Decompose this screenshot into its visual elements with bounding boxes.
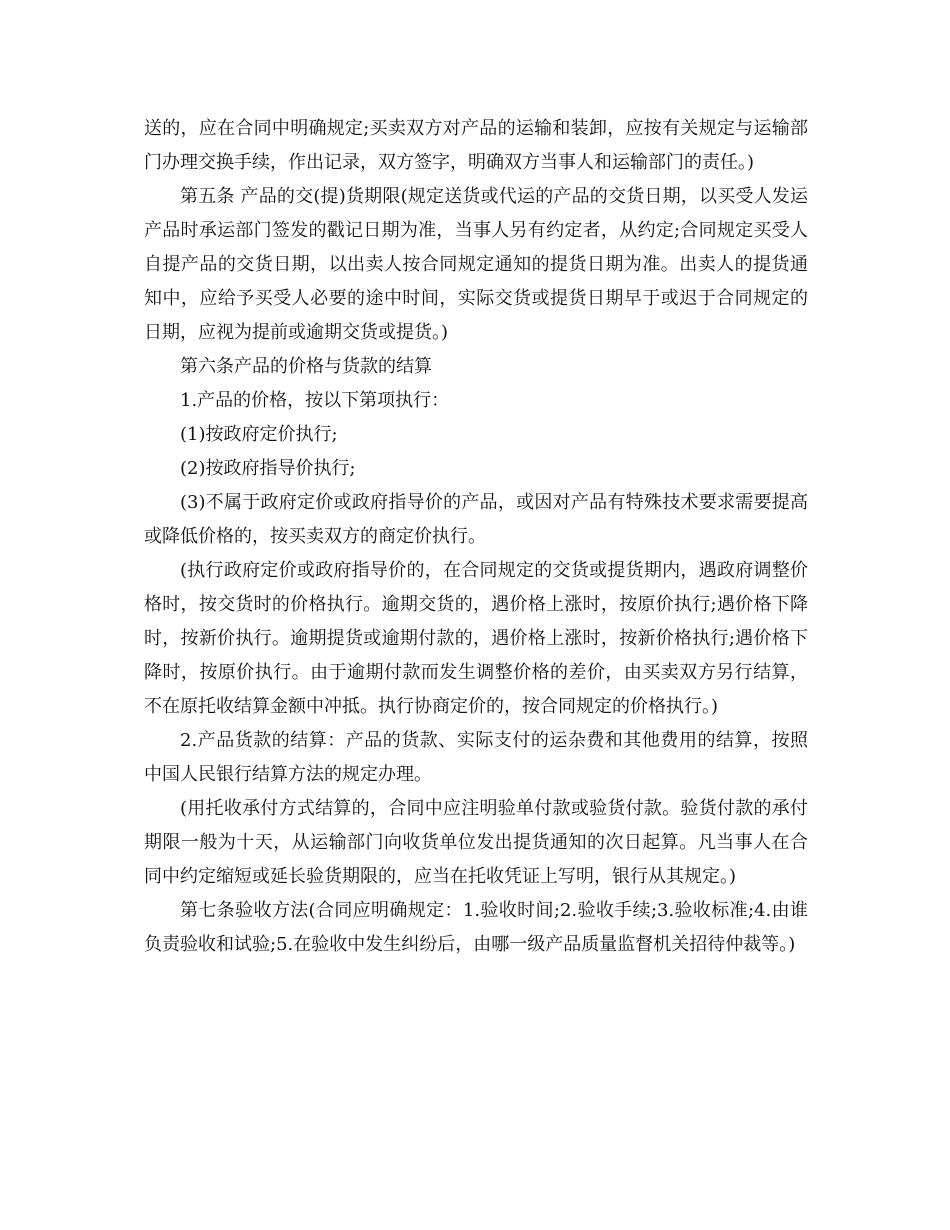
document-body [144,112,808,962]
paragraph-option-1: (1)按政府定价执行; [180,424,338,445]
paragraph-option-3: (3)不属于政府定价或政府指导价的产品，或因对产品有特殊技术要求需要提高或降低价格的，按买卖双方的商定价执行。 [144,492,808,547]
paragraph-option-2: (2)按政府指导价执行; [180,458,356,479]
paragraph-continuation: 送的，应在合同中明确规定;买卖双方对产品的运输和装卸，应按有关规定与运输部门办理交换手续，作出记录，双方签字，明确双方当事人和运输部门的责任。) [144,118,808,173]
paragraph-article-7: 第七条验收方法(合同应明确规定：1.验收时间;2.验收手续;3.验收标准;4.由谁负责验收和试验;5.在验收中发生纠纷后，由哪一级产品质量监督机关招待仲裁等。) [144,900,808,955]
paragraph-article-6-heading: 第六条产品的价格与货款的结算 [180,356,432,377]
paragraph-article-5: 第五条 产品的交(提)货期限(规定送货或代运的产品的交货日期，以买受人发运产品时承运部门签发的戳记日期为准，当事人另有约定者，从约定;合同规定买受人自提产品的交货日期，以出卖人按合同规定通知的提货日期为准。出卖人的提货通知中，应给予买受人必要的途中时间，实际交货或提货日期早于或迟于合同规定的日期，应视为提前或逾期交货或提货。) [144,186,808,343]
paragraph-settlement-note: (用托收承付方式结算的，合同中应注明验单付款或验货付款。验货付款的承付期限一般为十天，从运输部门向收货单位发出提货通知的次日起算。凡当事人在合同中约定缩短或延长验货期限的，应当在托收凭证上写明，银行从其规定。) [144,798,808,887]
paragraph-price-clause: 1.产品的价格，按以下第项执行： [180,390,450,411]
paragraph-price-note: (执行政府定价或政府指导价的，在合同规定的交货或提货期内，遇政府调整价格时，按交货时的价格执行。逾期交货的，遇价格上涨时，按原价执行;遇价格下降时，按新价执行。逾期提货或逾期付款的，遇价格上涨时，按新价格执行;遇价格下降时，按原价执行。由于逾期付款而发生调整价格的差价，由买卖双方另行结算，不在原托收结算金额中冲抵。执行协商定价的，按合同规定的价格执行。) [144,560,808,717]
paragraph-settlement-clause: 2.产品货款的结算：产品的货款、实际支付的运杂费和其他费用的结算，按照中国人民银行结算方法的规定办理。 [144,730,808,785]
